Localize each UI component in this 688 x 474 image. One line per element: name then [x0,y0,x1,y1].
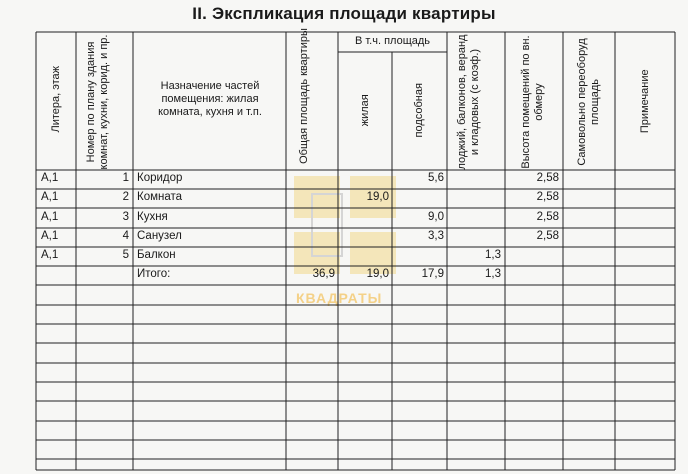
header-zhilaya: жилая [358,94,371,127]
cell-nomer: 4 [122,230,129,242]
header-obshaya: Общая площадь квартиры [298,28,310,164]
cell-naznachenie: Балкон [137,249,176,261]
header-naznachenie: Назначение частей помещения: жилая комната, кухня и т.п. [158,80,262,118]
cell-litera: А,1 [41,191,59,203]
header-vtch: В т.ч. площадь [354,35,431,47]
cell-vysota: 2,58 [536,191,559,203]
cell-total-podsobnaya: 17,9 [421,268,444,280]
cell-nomer: 1 [122,172,129,184]
page-title: II. Экспликация площади квартиры [192,4,496,23]
header-litera: Литера, этаж [49,66,62,133]
cell-nomer: 3 [122,211,129,223]
header-samovolno: Самовольно переоборуд площадь [576,38,601,166]
cell-nomer: 2 [122,191,129,203]
watermark-text: КВАДРАТЫ [296,290,383,306]
header-lodzhii: лоджий, балконов, веранд и кладовых (с коэф.) [456,34,481,170]
cell-vysota: 2,58 [536,230,559,242]
header-vysota: Высота помещений по вн. обмеру [520,35,545,169]
cell-podsobnaya: 5,6 [428,172,444,184]
cell-total-zhilaya: 19,0 [366,268,389,280]
cell-total-obshaya: 36,9 [312,268,335,280]
header-primechanie: Примечание [638,69,651,134]
cell-total-lodzhii: 1,3 [485,268,501,280]
header-nomer: Номер по плану здания комнат, кухни, корид. и пр. [85,34,110,170]
cell-lodzhii: 1,3 [485,249,501,261]
cell-zhilaya: 19,0 [366,191,389,203]
cell-naznachenie: Коридор [137,172,183,184]
cell-litera: А,1 [41,249,59,261]
cell-nomer: 5 [122,249,129,261]
cell-podsobnaya: 3,3 [428,230,444,242]
cell-total-label: Итого: [137,268,171,280]
header-podsobnaya: подсобная [412,83,425,138]
cell-vysota: 2,58 [536,211,559,223]
cell-litera: А,1 [41,211,59,223]
cell-naznachenie: Санузел [137,230,182,242]
cell-naznachenie: Кухня [137,211,168,223]
cell-litera: А,1 [41,230,59,242]
cell-litera: А,1 [41,172,59,184]
cell-vysota: 2,58 [536,172,559,184]
cell-podsobnaya: 9,0 [428,211,444,223]
cell-naznachenie: Комната [137,191,183,203]
